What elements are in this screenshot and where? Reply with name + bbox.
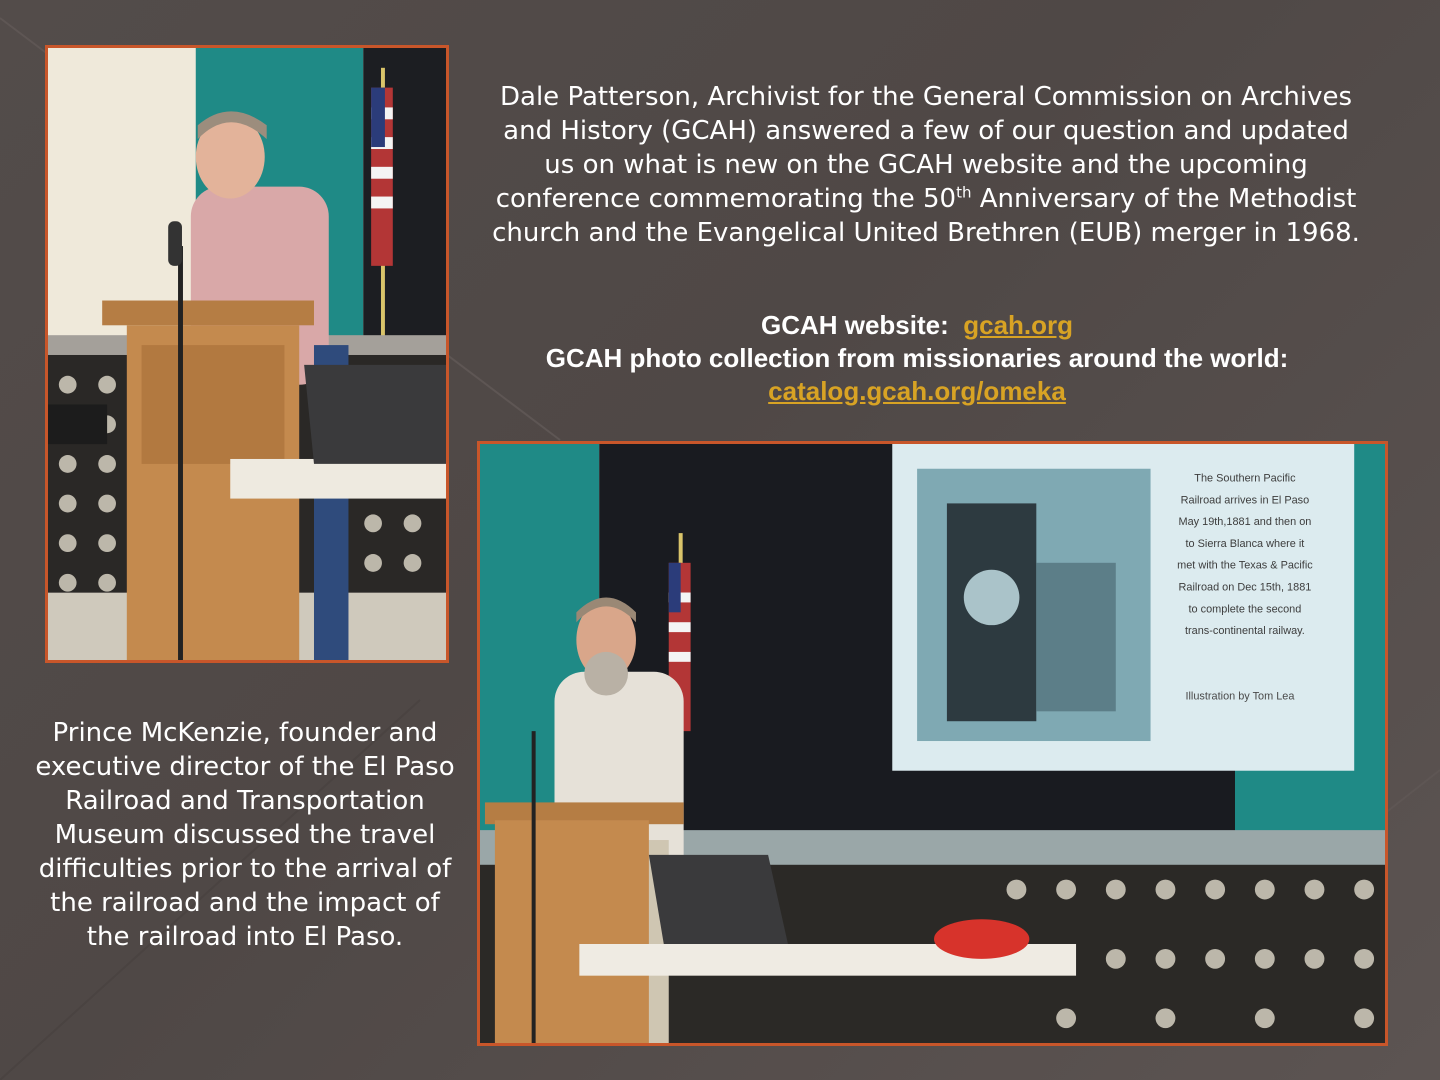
podium-speaker-illustration [48, 48, 446, 660]
intro-text-end: Anniversary of the Methodist church and the Evangelical United Brethren (EUB) merger in 1968. [492, 184, 1360, 248]
intro-superscript: th [956, 183, 972, 202]
intro-paragraph [486, 80, 1366, 250]
intro-text-start: Dale Patterson, Archivist for the General Commission on Archives and History (GCAH) answered a few of our question and updated us on what is new on the GCAH website and the upcoming conference commemorating the 50 [495, 82, 1352, 214]
photo-prince-mckenzie [477, 441, 1388, 1046]
photo-dale-patterson [45, 45, 449, 663]
slide-line-6: Railroad on Dec 15th, 1881 [1178, 581, 1312, 594]
links-block [486, 309, 1348, 408]
slide-line-4: to Sierra Blanca where it [1185, 537, 1305, 550]
presentation-illustration [480, 444, 1385, 1043]
slide-line-3: May 19th,1881 and then on [1178, 516, 1312, 529]
website-link[interactable]: gcah.org [963, 310, 1074, 340]
website-label: GCAH website: [760, 310, 949, 340]
slide-line-2: Railroad arrives in El Paso [1180, 494, 1310, 507]
slide-line-5: met with the Texas & Pacific [1177, 559, 1313, 572]
slide-line-7: to complete the second [1188, 603, 1302, 616]
slide-credit: Illustration by Tom Lea [1185, 690, 1295, 703]
photo-collection-label: GCAH photo collection from missionaries around the world: [545, 343, 1289, 373]
photo-collection-link[interactable]: catalog.gcah.org/omeka [768, 376, 1066, 406]
slide-line-8: trans-continental railway. [1185, 625, 1305, 638]
photo-collection-line [486, 375, 1348, 408]
prince-mckenzie-caption: Prince McKenzie, founder and executive director of the El Paso Railroad and Transportation Museum discussed the travel difficulties prior to the arrival of the railroad and the impact of the railroad into El Paso. [35, 718, 455, 952]
slide-line-1: The Southern Pacific [1194, 472, 1296, 485]
website-line [486, 309, 1348, 342]
